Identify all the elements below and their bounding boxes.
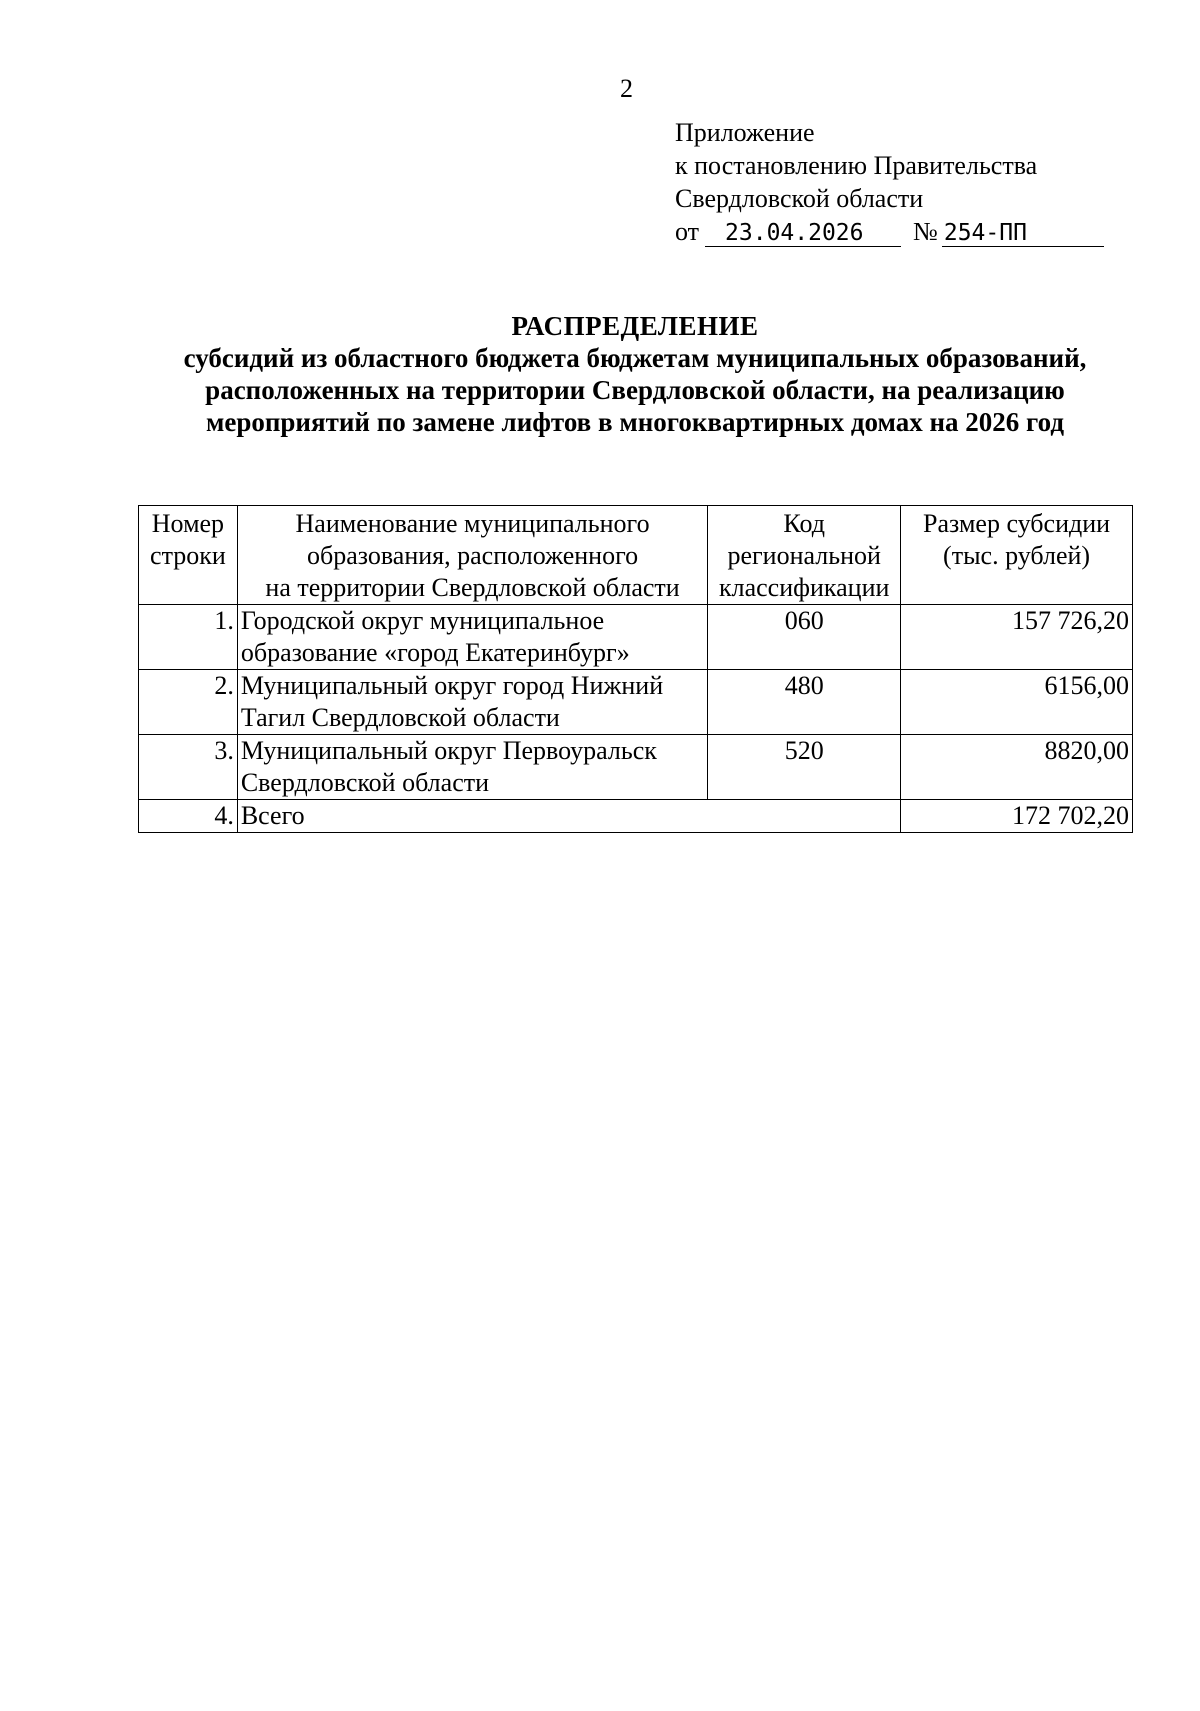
- row-number: 4.: [139, 800, 238, 833]
- header-text: Код: [783, 509, 825, 538]
- header-amount: [901, 506, 1133, 605]
- subsidy-amount: 157 726,20: [901, 605, 1133, 670]
- header-text: строки: [150, 541, 226, 570]
- name-line: Муниципальный округ Первоуральск: [240, 736, 657, 765]
- title-line-1: субсидий из областного бюджета бюджетам муниципальных образований,: [183, 343, 1087, 373]
- subsidy-amount: 8820,00: [901, 735, 1133, 800]
- name-line: образование «город Екатеринбург»: [240, 638, 630, 667]
- appendix-resolution: к постановлению Правительства: [675, 151, 1038, 180]
- table-header-row: [139, 506, 1133, 605]
- header-text: региональной: [727, 541, 881, 570]
- row-number: 2.: [139, 670, 238, 735]
- region-code: 520: [708, 735, 901, 800]
- resolution-number: 254-ПП: [942, 220, 1104, 247]
- appendix-reference: [675, 215, 1104, 248]
- name-line: Городской округ муниципальное: [240, 606, 605, 635]
- region-code: 480: [708, 670, 901, 735]
- distribution-table: [138, 505, 1133, 833]
- total-amount: 172 702,20: [901, 800, 1133, 833]
- document-title: [120, 310, 1150, 438]
- header-text: (тыс. рублей): [943, 541, 1091, 570]
- resolution-date: 23.04.2026: [705, 220, 901, 247]
- name-line: Муниципальный округ город Нижний: [240, 671, 664, 700]
- header-text: Номер: [151, 509, 225, 538]
- municipality-name: [237, 735, 707, 800]
- header-code: [708, 506, 901, 605]
- title-heading: РАСПРЕДЕЛЕНИЕ: [511, 311, 759, 341]
- header-municipality: [237, 506, 707, 605]
- municipality-name: [237, 670, 707, 735]
- title-line-3: мероприятий по замене лифтов в многоквартирных домах на 2026 год: [205, 407, 1065, 437]
- table-row: [139, 670, 1133, 735]
- page-number: 2: [620, 74, 633, 103]
- region-code: 060: [708, 605, 901, 670]
- row-number: 1.: [139, 605, 238, 670]
- header-text: классификации: [718, 573, 890, 602]
- title-line-2: расположенных на территории Свердловской области, на реализацию: [205, 375, 1065, 405]
- appendix-title: Приложение: [675, 118, 815, 147]
- date-prefix: от: [675, 217, 700, 246]
- municipality-name: [237, 605, 707, 670]
- name-line: Свердловской области: [240, 768, 490, 797]
- subsidy-amount: 6156,00: [901, 670, 1133, 735]
- table-total-row: [139, 800, 1133, 833]
- header-text: Наименование муниципального: [295, 509, 650, 538]
- table-row: [139, 735, 1133, 800]
- header-text: Размер субсидии: [923, 509, 1111, 538]
- row-number: 3.: [139, 735, 238, 800]
- number-sign: №: [913, 217, 938, 246]
- name-line: Тагил Свердловской области: [240, 703, 560, 732]
- header-text: на территории Свердловской области: [265, 573, 680, 602]
- header-text: образования, расположенного: [306, 541, 639, 570]
- header-row-number: [139, 506, 238, 605]
- table-row: [139, 605, 1133, 670]
- appendix-block: [675, 116, 1104, 248]
- total-label: Всего: [237, 800, 900, 833]
- appendix-region: Свердловской области: [675, 184, 924, 213]
